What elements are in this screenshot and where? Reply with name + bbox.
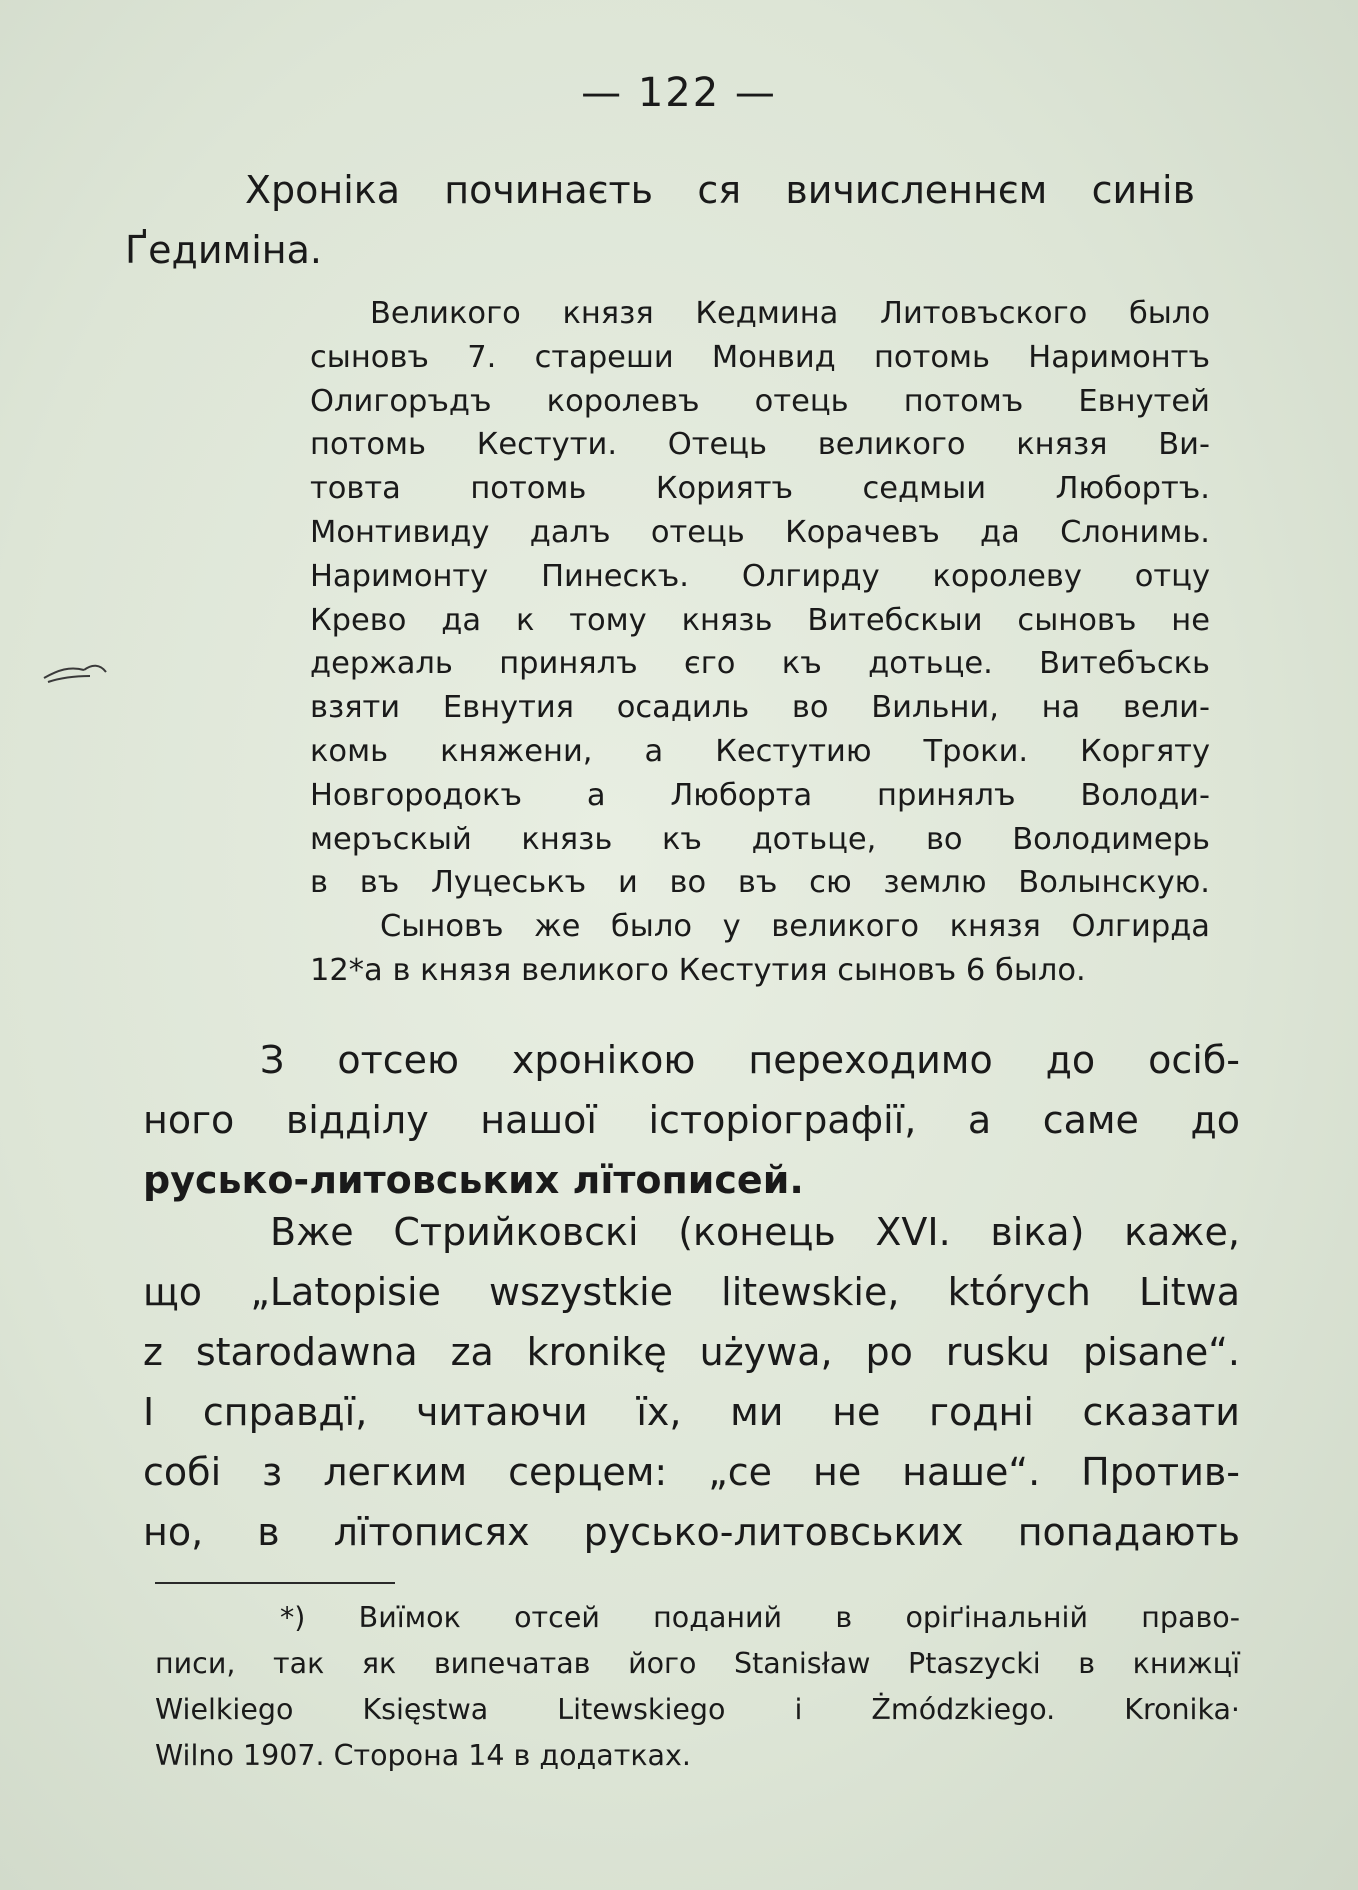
footnote-line: *) Виїмок отсей поданий в оріґінальній право- xyxy=(280,1601,1240,1634)
quote-line: Великого князя Кедмина Литовъского было xyxy=(370,296,1210,331)
text-line: Вже Стрийковскі (конець XVI. віка) каже, xyxy=(270,1210,1240,1254)
text-line: русько-литовських лїтописей. xyxy=(143,1158,804,1202)
quote-line: 12*а в князя великого Кестутия сыновъ 6 было. xyxy=(310,952,1086,988)
chronicle-quote xyxy=(310,292,1210,993)
text-line: ного відділу нашої історіографії, а саме до xyxy=(143,1098,1240,1142)
paragraph-3 xyxy=(130,1202,1240,1562)
quote-line: товта потомь Кориятъ седмыи Любортъ. xyxy=(310,471,1210,507)
text-line: Хроніка починаєть ся вичисленнєм синів xyxy=(245,168,1195,212)
text-line: І справдї, читаючи їх, ми не годні сказати xyxy=(143,1390,1240,1434)
page-number: — 122 — xyxy=(581,70,777,116)
quote-line: Крево да к тому князь Витебскыи сыновъ не xyxy=(310,602,1210,638)
quote-line: комь княжени, а Кестутию Троки. Коргяту xyxy=(310,733,1210,769)
paragraph-2 xyxy=(130,1030,1240,1210)
footnote xyxy=(155,1595,1240,1779)
footnote-line: Wilno 1907. Сторона 14 в додатках. xyxy=(155,1739,691,1772)
quote-line: потомь Кестути. Отець великого князя Ви- xyxy=(310,427,1210,463)
footnote-line: Wielkiego Księstwa Litewskiego i Żmódzkiego. Kronika· xyxy=(155,1693,1240,1726)
text-line: собі з легким серцем: „се не наше“. Против- xyxy=(143,1450,1240,1494)
quote-line: Наримонту Пинескъ. Олгирду королеву отцу xyxy=(310,558,1210,594)
quote-line: сыновъ 7. стареши Монвид потомь Наримонтъ xyxy=(310,339,1210,375)
quote-line: Сыновъ же было у великого князя Олгирда xyxy=(380,909,1210,945)
quote-line: меръскый князь къ дотьце, во Володимерь xyxy=(310,821,1210,857)
text-line: Ґедиміна. xyxy=(125,228,322,272)
pencil-mark xyxy=(40,660,110,686)
footnote-line: писи, так як випечатав його Stanisław Ptaszycki в книжцї xyxy=(155,1647,1240,1680)
text-line: z starodawna za kronikę używa, po rusku pisane“. xyxy=(143,1330,1240,1374)
quote-line: Новгородокъ а Люборта принялъ Володи- xyxy=(310,777,1210,813)
quote-line: держаль принялъ єго къ дотьце. Витебъскь xyxy=(310,646,1210,682)
quote-line: Монтивиду далъ отець Корачевъ да Слонимь. xyxy=(310,514,1210,550)
quote-line: в въ Луцеськъ и во въ сю землю Волынскую. xyxy=(310,865,1210,901)
text-line: но, в лїтописях русько-литовських попадають xyxy=(143,1510,1240,1554)
intro-paragraph xyxy=(125,160,1240,280)
text-line: що „Latopisie wszystkie litewskie, których Litwa xyxy=(143,1270,1240,1314)
text-line: З отсею хронікою переходимо до осіб- xyxy=(260,1038,1240,1082)
footnote-rule xyxy=(155,1582,395,1584)
quote-line: Олигоръдъ королевъ отець потомъ Евнутей xyxy=(310,383,1210,419)
quote-line: взяти Евнутия осадиль во Вильни, на вели- xyxy=(310,690,1210,726)
